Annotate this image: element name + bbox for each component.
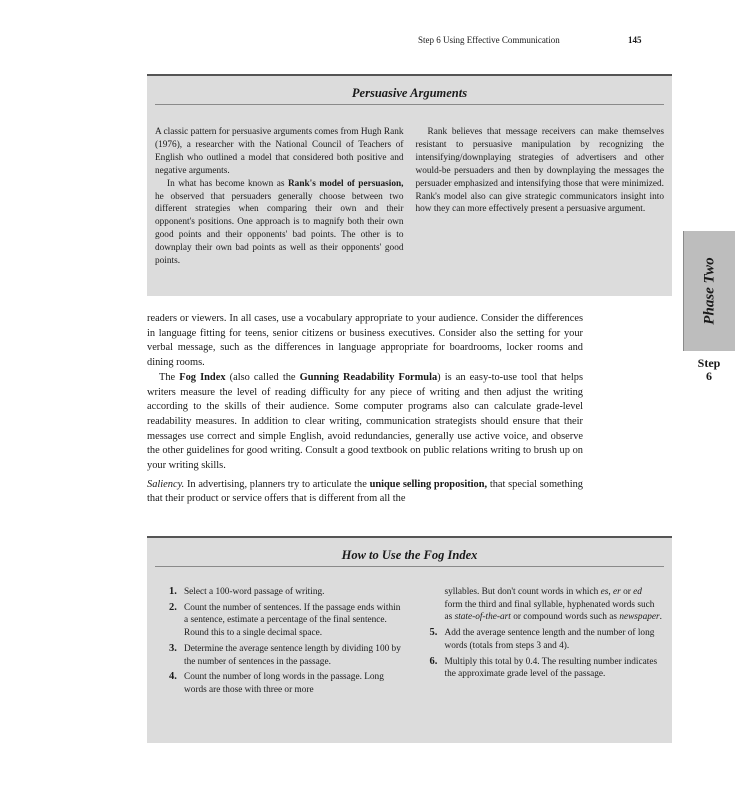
- step-item: 1. Select a 100-word passage of writing.: [169, 586, 325, 597]
- body-paragraph: readers or viewers. In all cases, use a vocabulary appropriate to your audience. Consider the differences in language fitting for teens, senior citizens or business executives. Consider also the setting for your verbal message, such as the differences in language appropriate for boardrooms, locker rooms and dining rooms.: [147, 313, 583, 369]
- step-number-label: 6: [706, 369, 712, 383]
- step-item: 5. Add the average sentence length and the number of long words (totals from steps 3 and 4).: [429, 627, 655, 651]
- step-continuation: syllables. But don't count words in which es, er or ed form the third and final syllable, hyphenated words such as state-of-the-art or compound words such as newspaper.: [444, 587, 662, 623]
- step-number: 2.: [169, 601, 177, 613]
- body-paragraph: Saliency. In advertising, planners try to articulate the unique selling proposition, that special something that their product or service offers that is different from all the: [147, 478, 583, 505]
- body-paragraph: The Fog Index (also called the Gunning Readability Formula) is an easy-to-use tool that helps writers measure the level of reading difficulty for any piece of writing and then adjust the writing according to the skills of their audience. Some computer programs also can calculate grade-level readability measures. In addition to clear writing, communication strategists should ensure that their messages use correct and simple English, avoid redundancies, generally use active voice, and observe the other guidelines for good writing. Consult a good textbook on public relations writing to brush up on your writing skills.: [147, 371, 583, 472]
- phase-tab: [683, 231, 735, 351]
- term-fog-index: Fog Index: [179, 371, 226, 383]
- box-columns: [159, 586, 662, 700]
- term-gunning-formula: Gunning Readability Formula: [299, 371, 438, 383]
- term-ranks-model: Rank's model of persuasion,: [287, 178, 404, 189]
- phase-label: Phase Two: [701, 257, 718, 325]
- step-label: Step: [697, 356, 721, 370]
- step-number: 5.: [429, 627, 438, 639]
- step-marker: [683, 357, 735, 383]
- run-in-heading: Saliency.: [147, 478, 185, 490]
- box-paragraph: In what has become known as Rank's model of persuasion, he observed that persuaders generally choose between two different strategies when comparing their own and their opponent's positions. One approach is to magnify both their own good points and their opponents' bad points. The other is to downplay their own bad points as well as their opponents' good points.: [155, 178, 404, 267]
- persuasive-arguments-box: [147, 74, 672, 296]
- box-title: Persuasive Arguments: [155, 82, 664, 105]
- step-number: 1.: [169, 586, 177, 597]
- step-number: 4.: [169, 671, 177, 683]
- step-number: 6.: [429, 655, 438, 667]
- box-title: How to Use the Fog Index: [155, 544, 664, 567]
- box-column-right: [416, 126, 665, 268]
- step-number: 3.: [169, 642, 177, 654]
- box-columns: [155, 126, 664, 268]
- step-item: 2. Count the number of sentences. If the passage ends within a sentence, estimate a percentage of the final sentence. Round this to a single decimal space.: [169, 601, 401, 639]
- box-column-right: [420, 586, 663, 700]
- box-paragraph: A classic pattern for persuasive arguments comes from Hugh Rank (1976), a researcher with the National Council of Teachers of English who outlined a model that considered both positive and negative arguments.: [155, 127, 404, 176]
- step-item: 4. Count the number of long words in the passage. Long words are those with three or more: [169, 671, 384, 695]
- page-number: 145: [628, 35, 642, 45]
- box-column-left: [159, 586, 402, 700]
- box-paragraph: Rank believes that message receivers can make themselves resistant to persuasive manipulation by recognizing the intensifying/downplaying strategies of advertisers and other would-be persuaders and then by downplaying the messages the persuader emphasized and intensifying those that were minimized. Rank's model also can give strategic communicators insight into how they can more effectively present a persuasive argument.: [415, 127, 664, 215]
- step-item: 3. Determine the average sentence length by dividing 100 by the number of sentences in the passage.: [169, 642, 401, 667]
- box-column-left: [155, 126, 404, 268]
- running-head-step-title: Step 6 Using Effective Communication: [418, 35, 560, 45]
- running-head: [0, 35, 735, 49]
- term-usp: unique selling proposition,: [369, 478, 488, 490]
- fog-index-box: [147, 536, 672, 743]
- body-text: [147, 312, 583, 507]
- step-item: 6. Multiply this total by 0.4. The resulting number indicates the approximate grade level of the passage.: [429, 655, 658, 680]
